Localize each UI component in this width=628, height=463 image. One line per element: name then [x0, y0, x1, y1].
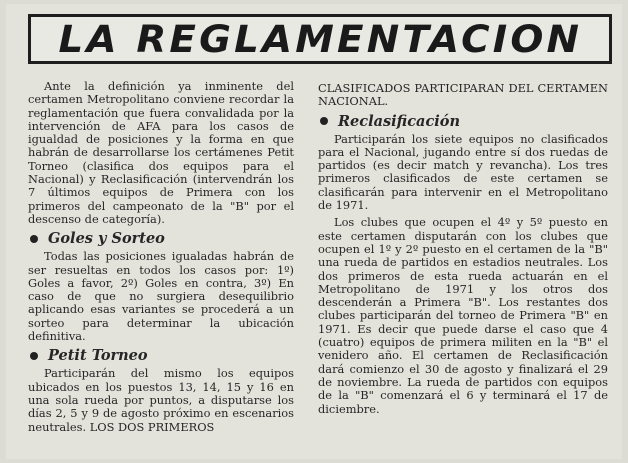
bullet-icon	[30, 235, 38, 243]
goles-paragraph: Todas las posiciones igualadas habrán de ser resueltas en todos los casos por: 1º) Goles a favor, 2º) Goles en contra, 3º) En caso de que no surgiera desequilibrio aplicando esas variantes se procederá a un sorteo para determinar la ubicación definitiva.	[28, 249, 294, 344]
continuation-text: CLASIFICADOS PARTICIPARAN DEL CERTAMEN NACIONAL.	[318, 81, 608, 109]
reclasificacion-paragraph-1: Participarán los siete equipos no clasificados para el Nacional, jugando entre sí dos ruedas de partidos (es decir match y revancha). Los tres primeros clasificados de este certamen se clasificarán para intervenir en el Metropolitano de 1971.	[318, 131, 608, 213]
headline-title: LA REGLAMENTACION	[58, 17, 582, 61]
section-heading-goles	[28, 230, 294, 247]
intro-paragraph: Ante la definición ya inminente del certamen Metropolitano conviene recordar la reglamentación que fuera convalidada por la intervención de AFA para los casos de igualdad de posiciones y la forma en que habrán de desarrollarse los certámenes Petit Torneo (clasifica dos equipos para el Nacional) y Reclasificación (intervendrán los 7 últimos equipos de Primera con los primeros del campeonato de la "B" por el descenso de categoría).	[28, 79, 294, 226]
bullet-icon	[320, 117, 328, 125]
reclasificacion-paragraph-2: Los clubes que ocupen el 4º y 5º puesto en este certamen disputarán con los clubes que ocupen el 1º y 2º puesto en el certamen de la "B" una rueda de partidos en estadios neutrales. Los dos primeros de esta rueda actuarán en el Metropolitano de 1971 y los otros dos descenderán a Primera "B". Los restantes dos clubes participarán del torneo de Primera "B" en 1971. Es decir que puede darse el caso que 4 (cuatro) equipos de primera militen en la "B" el venidero año. El certamen de Reclasificación dará comienzo el 30 de agosto y finalizará el 29 de noviembre. La rueda de partidos con equipos de la "B" comenzará el 6 y terminará el 17 de diciembre.	[318, 215, 608, 416]
section-heading-petit	[28, 347, 294, 364]
left-column	[28, 80, 294, 434]
section-heading-reclasificacion	[318, 113, 608, 130]
petit-paragraph: Participarán del mismo los equipos ubicados en los puestos 13, 14, 15 y 16 en una sola rueda por puntos, a disputarse los días 2, 5 y 9 de agosto próximo en escenarios neutrales. LOS DOS PRIMEROS	[28, 366, 294, 434]
section-title-goles: Goles y Sorteo	[48, 230, 165, 248]
headline-box	[28, 14, 612, 64]
section-title-petit: Petit Torneo	[48, 347, 148, 365]
bullet-icon	[30, 352, 38, 360]
right-column	[318, 82, 608, 416]
section-title-reclasificacion: Reclasificación	[338, 112, 460, 130]
